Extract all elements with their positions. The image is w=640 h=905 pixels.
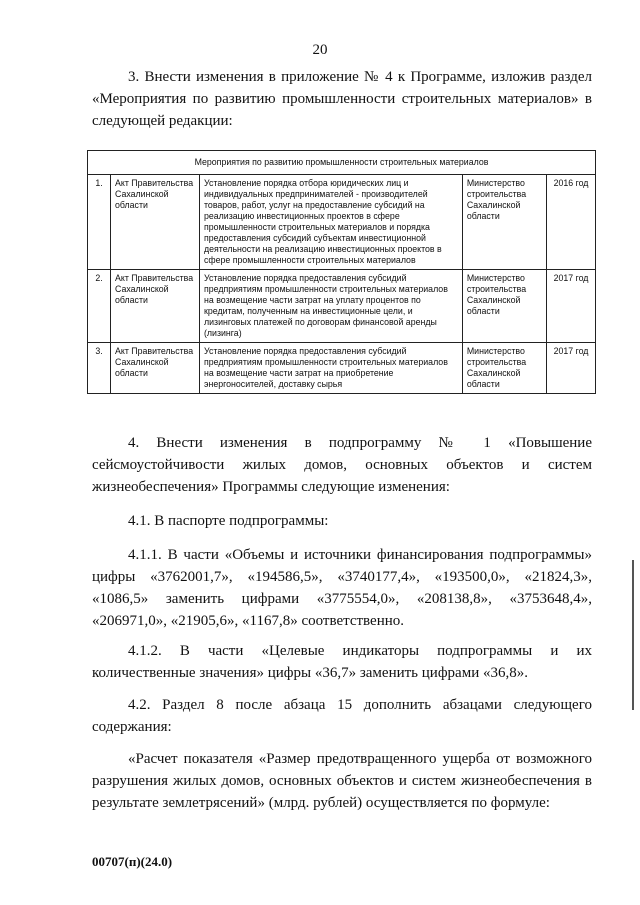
row-number: 3. — [88, 343, 111, 394]
document-code: 00707(п)(24.0) — [92, 854, 173, 869]
row-year: 2016 год — [547, 175, 596, 270]
row-description: Установление порядка предоставления субсидий предприятиям промышленности строительных материалов на возмещение части затрат на приобретение энергоносителей, доставку сырья — [200, 343, 463, 394]
row-description: Установление порядка отбора юридических лиц и индивидуальных предпринимателей - производителей товаров, работ, услуг на предоставление субсидий на реализацию инвестиционных проектов в сфере промышленности строительных материалов и порядка предоставления субсидий субъектам инвестиционной деятельности на реализацию инвестиционных проектов в сфере промышленности строительных материалов — [200, 175, 463, 270]
row-year: 2017 год — [547, 343, 596, 394]
paragraph-4-1-2: 4.1.2. В части «Целевые индикаторы подпрограммы и их количественные значения» цифры «36,7» заменить цифрами «36,8». — [92, 643, 592, 681]
page-number: 20 — [312, 42, 328, 58]
row-number: 2. — [88, 270, 111, 343]
paragraph-4-2: 4.2. Раздел 8 после абзаца 15 дополнить абзацами следующего содержания: — [92, 697, 592, 735]
row-authority: Акт Правительства Сахалинской области — [111, 270, 200, 343]
row-description: Установление порядка предоставления субсидий предприятиям промышленности строительных материалов на возмещение части затрат на уплату процентов по кредитам, полученным на инвестиционные цели, и лизинговых платежей по договорам финансовой аренды (лизинга) — [200, 270, 463, 343]
paragraph-4-1-1: 4.1.1. В части «Объемы и источники финансирования подпрограммы» цифры «3762001,7», «194586,5», «3740177,4», «193500,0», «21824,3», «1086,5» заменить цифрами «3775554,0», «208138,8», «3753648,4», «206971,0», «21905,6», «1167,8» соответственно. — [92, 547, 592, 629]
table-row — [88, 343, 596, 394]
row-authority: Акт Правительства Сахалинской области — [111, 175, 200, 270]
measures-table — [87, 150, 596, 394]
table-header-row — [88, 151, 596, 175]
row-year: 2017 год — [547, 270, 596, 343]
scan-edge-line — [632, 560, 634, 710]
row-number: 1. — [88, 175, 111, 270]
table-header: Мероприятия по развитию промышленности строительных материалов — [88, 151, 596, 175]
paragraph-4: 4. Внести изменения в подпрограмму № 1 «Повышение сейсмоустойчивости жилых домов, основных объектов и систем жизнеобеспечения» Программы следующие изменения: — [92, 435, 592, 495]
paragraph-4-1: 4.1. В паспорте подпрограммы: — [128, 513, 329, 529]
paragraph-formula-intro: «Расчет показателя «Размер предотвращенного ущерба от возможного разрушения жилых домов, основных объектов и систем жизнеобеспечения в результате землетрясений» (млрд. рублей) осуществляется по формуле: — [92, 751, 592, 811]
row-ministry: Министерство строительства Сахалинской области — [462, 175, 546, 270]
table-row — [88, 270, 596, 343]
row-authority: Акт Правительства Сахалинской области — [111, 343, 200, 394]
row-ministry: Министерство строительства Сахалинской области — [462, 270, 546, 343]
section-3-paragraph: 3. Внести изменения в приложение № 4 к Программе, изложив раздел «Мероприятия по развитию промышленности строительных материалов» в следующей редакции: — [92, 69, 592, 129]
row-ministry: Министерство строительства Сахалинской области — [462, 343, 546, 394]
table-row — [88, 175, 596, 270]
